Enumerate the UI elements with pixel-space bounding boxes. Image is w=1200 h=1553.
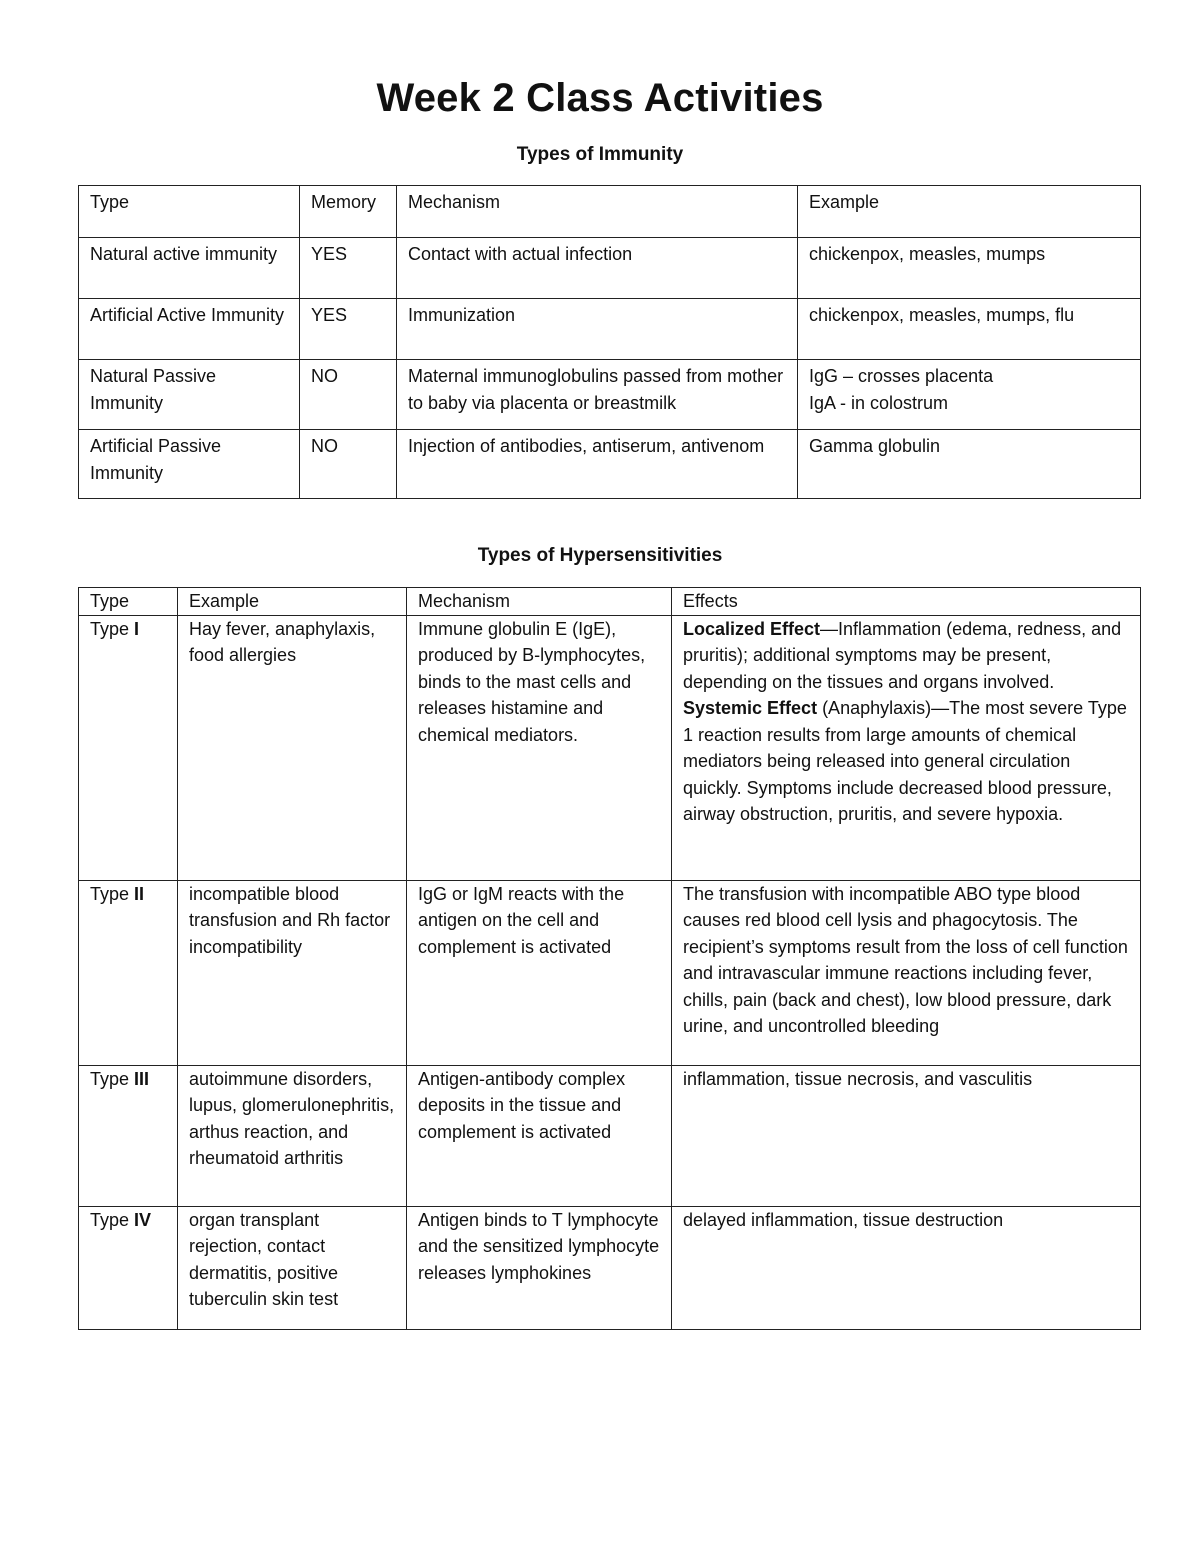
mechanism-cell: Antigen-antibody complex deposits in the tissue and complement is activated — [407, 1065, 672, 1206]
example-cell: chickenpox, measles, mumps — [798, 238, 1141, 299]
memory-cell: YES — [300, 238, 397, 299]
immunity-table — [78, 185, 1141, 499]
type-prefix: Type — [90, 1068, 135, 1089]
type-numeral: I — [134, 618, 140, 639]
table-header-row — [79, 186, 1141, 238]
table-row — [79, 1206, 1141, 1329]
type-cell — [79, 1065, 178, 1206]
example-cell: organ transplant rejection, contact dermatitis, positive tuberculin skin test — [178, 1206, 407, 1329]
immunity-heading: Types of Immunity — [516, 144, 684, 165]
effects-cell — [672, 615, 1141, 880]
mechanism-cell: Contact with actual infection — [397, 238, 798, 299]
table-row — [79, 238, 1141, 299]
localized-effect-label: Localized Effect — [683, 618, 821, 639]
header-cell: Type — [79, 588, 178, 616]
table-row — [79, 1065, 1141, 1206]
type-cell: Natural active immunity — [79, 238, 300, 299]
memory-cell: NO — [300, 360, 397, 430]
header-cell: Type — [79, 186, 300, 238]
header-cell: Example — [798, 186, 1141, 238]
type-prefix: Type — [90, 618, 135, 639]
type-cell: Artificial Active Immunity — [79, 299, 300, 360]
mechanism-cell: Maternal immunoglobulins passed from mother to baby via placenta or breastmilk — [397, 360, 798, 430]
table-row — [79, 880, 1141, 1065]
type-numeral: IV — [134, 1209, 152, 1230]
effects-cell: The transfusion with incompatible ABO type blood causes red blood cell lysis and phagocytosis. The recipient’s symptoms result from the loss of cell function and intravascular immune reactions including fever, chills, pain (back and chest), low blood pressure, dark urine, and uncontrolled bleeding — [672, 880, 1141, 1065]
type-numeral: III — [134, 1068, 150, 1089]
page-title: Week 2 Class Activities — [376, 76, 824, 120]
example-line: IgA - in colostrum — [809, 392, 949, 413]
mechanism-cell: Antigen binds to T lymphocyte and the sensitized lymphocyte releases lymphokines — [407, 1206, 672, 1329]
example-cell — [798, 360, 1141, 430]
type-cell: Artificial Passive Immunity — [79, 430, 300, 499]
hypersensitivity-heading: Types of Hypersensitivities — [477, 545, 723, 566]
header-cell: Mechanism — [407, 588, 672, 616]
type-cell: Natural Passive Immunity — [79, 360, 300, 430]
mechanism-cell: Immune globulin E (IgE), produced by B-lymphocytes, binds to the mast cells and releases histamine and chemical mediators. — [407, 615, 672, 880]
example-cell: Gamma globulin — [798, 430, 1141, 499]
example-cell: Hay fever, anaphylaxis, food allergies — [178, 615, 407, 880]
type-prefix: Type — [90, 883, 135, 904]
systemic-effect-label: Systemic Effect — [683, 698, 818, 718]
systemic-effect-text: (Anaphylaxis)—The most severe Type 1 reaction results from large amounts of chemical mediators being released into general circulation quickly. Symptoms include decreased blood pressure, airway obstruction, pruritis, and severe hypoxia. — [683, 698, 1127, 824]
type-cell — [79, 880, 178, 1065]
mechanism-cell: IgG or IgM reacts with the antigen on the cell and complement is activated — [407, 880, 672, 1065]
effects-cell: inflammation, tissue necrosis, and vasculitis — [672, 1065, 1141, 1206]
header-cell: Example — [178, 588, 407, 616]
header-cell: Effects — [672, 588, 1141, 616]
mechanism-cell: Immunization — [397, 299, 798, 360]
type-numeral: II — [134, 883, 145, 904]
type-cell — [79, 615, 178, 880]
memory-cell: YES — [300, 299, 397, 360]
header-cell: Memory — [300, 186, 397, 238]
example-line: IgG – crosses placenta — [809, 366, 994, 386]
effects-cell: delayed inflammation, tissue destruction — [672, 1206, 1141, 1329]
mechanism-cell: Injection of antibodies, antiserum, antivenom — [397, 430, 798, 499]
example-cell: autoimmune disorders, lupus, glomerulonephritis, arthus reaction, and rheumatoid arthritis — [178, 1065, 407, 1206]
table-header-row — [79, 588, 1141, 616]
example-cell: chickenpox, measles, mumps, flu — [798, 299, 1141, 360]
table-row — [79, 430, 1141, 499]
table-row — [79, 615, 1141, 880]
hypersensitivity-table — [78, 587, 1141, 1330]
type-prefix: Type — [90, 1209, 135, 1230]
systemic-effect — [683, 695, 1130, 828]
type-cell — [79, 1206, 178, 1329]
localized-effect — [683, 616, 1130, 696]
table-row — [79, 299, 1141, 360]
memory-cell: NO — [300, 430, 397, 499]
example-cell: incompatible blood transfusion and Rh factor incompatibility — [178, 880, 407, 1065]
header-cell: Mechanism — [397, 186, 798, 238]
localized-effect-text: —Inflammation (edema, redness, and pruritis); additional symptoms may be present, depending on the tissues and organs involved. — [683, 618, 1122, 692]
table-row — [79, 360, 1141, 430]
